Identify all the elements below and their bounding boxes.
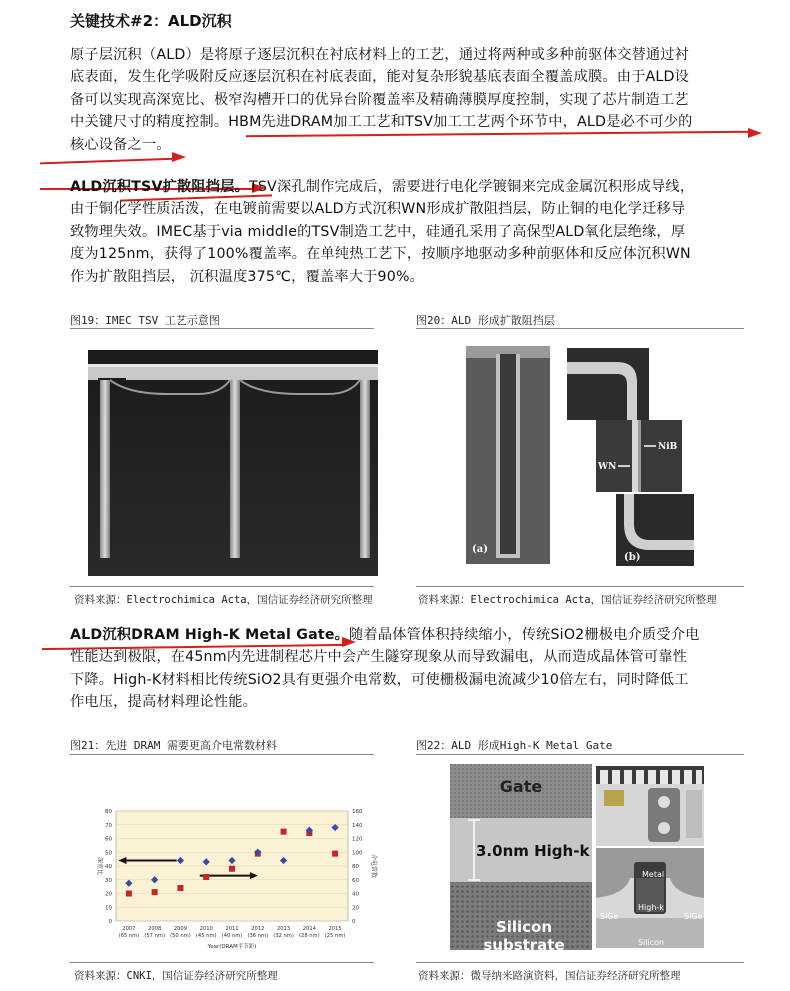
- figure-20-caption: 图20：ALD 形成扩散阻挡层: [416, 314, 555, 327]
- y2-tick-label: 0: [352, 919, 356, 925]
- caption-divider: [416, 754, 744, 755]
- paragraph-line: 致物理失效。IMEC基于via middle的TSV制造工艺中，硅通孔采用了高保型ALD氧化层绝缘，厚: [70, 223, 686, 240]
- paragraph-line: [70, 176, 760, 198]
- source-divider: [416, 962, 744, 963]
- y-tick-label: 60: [105, 836, 112, 843]
- data-point-aspect-ratio: [281, 829, 287, 835]
- paragraph-line: 核心设备之一。: [70, 136, 171, 153]
- figure-22-caption: 图22：ALD 形成High-K Metal Gate: [416, 739, 613, 752]
- red-arrowhead-icon: [172, 152, 186, 162]
- x-tick-label: 2012: [251, 926, 265, 932]
- y-tick-label: 40: [105, 864, 112, 870]
- section-title: 关键技术#2：ALD沉积: [70, 12, 232, 30]
- x-tick-sublabel: (40 nm): [221, 933, 243, 939]
- x-tick-label: 2011: [225, 926, 239, 932]
- paragraph-line: 作电压，提高材料理论性能。: [70, 694, 258, 711]
- figure-19-caption: 图19：IMEC TSV 工艺示意图: [70, 314, 220, 327]
- y2-tick-label: 100: [352, 850, 363, 857]
- y2-axis-label: 介电常数: [370, 853, 377, 879]
- figure-21-chart: [80, 805, 380, 957]
- figure-22-source: 资料来源：微导纳米路演资料，国信证券经济研究所整理: [418, 970, 681, 982]
- x-tick-sublabel: (65 nm): [118, 933, 140, 939]
- x-tick-label: 2010: [199, 926, 213, 932]
- paragraph-line: 度为125nm，获得了100%覆盖率。在单纯热工艺下，按顺序地驱动多种前驱体和反应体沉积WN: [70, 246, 691, 263]
- label-wn: WN: [598, 462, 617, 472]
- data-point-aspect-ratio: [229, 866, 235, 872]
- label-silicon: Silicon: [638, 938, 665, 947]
- figure-22-chip-image: [596, 766, 704, 846]
- y-tick-label: 80: [105, 809, 112, 815]
- paragraph-text: 随着晶体管体积持续缩小，传统SiO2栅极电介质受介电: [349, 627, 700, 643]
- x-tick-sublabel: (50 nm): [170, 933, 191, 939]
- paragraph-line: 性能达到极限，在45nm内先进制程芯片中会产生隧穿现象从而导致漏电，从而造成晶体管可靠性: [70, 649, 688, 666]
- label-a: (a): [472, 544, 488, 555]
- x-tick-label: 2013: [276, 926, 291, 932]
- source-divider: [70, 586, 374, 587]
- paragraph-text: TSV深孔制作完成后，需要进行电化学镀铜来完成金属沉积形成导线，: [248, 179, 695, 195]
- paragraph-tsv-barrier: [70, 176, 760, 288]
- label-b: (b): [624, 552, 641, 563]
- paragraph-line: 作为扩散阻挡层， 沉积温度375℃，覆盖率大于90%。: [70, 268, 425, 285]
- caption-divider: [416, 328, 744, 329]
- figure-20-sem-image-a: [466, 346, 550, 564]
- caption-divider: [70, 328, 374, 329]
- y-tick-label: 50: [105, 850, 112, 857]
- source-divider: [70, 962, 374, 963]
- label-high-k-small: High-k: [638, 903, 664, 912]
- y2-tick-label: 140: [352, 822, 363, 829]
- figure-20-sem-inset-middle: [596, 420, 682, 492]
- x-tick-sublabel: (36 nm): [247, 933, 269, 939]
- paragraph-line: 备可以实现高深宽比、极窄沟槽开口的优异台阶覆盖率及精确薄膜厚度控制，实现了芯片制造工艺: [70, 91, 689, 108]
- figure-22-hkmg-cross-section: [596, 848, 704, 948]
- x-tick-label: 2015: [328, 926, 342, 932]
- y2-tick-label: 20: [352, 905, 359, 912]
- paragraph-lead: ALD沉积DRAM High-K Metal Gate。: [70, 627, 350, 643]
- label-high-k-thickness: 3.0nm High-k: [476, 842, 590, 860]
- x-axis-label: Year(DRAM半节距): [207, 944, 257, 950]
- figure-19-source: 资料来源：Electrochimica Acta，国信证券经济研究所整理: [74, 594, 373, 606]
- figure-21-source: 资料来源：CNKI，国信证券经济研究所整理: [74, 970, 278, 982]
- figure-21-caption: 图21：先进 DRAM 需要更高介电常数材料: [70, 739, 277, 752]
- y2-tick-label: 80: [352, 864, 359, 870]
- y2-tick-label: 40: [352, 891, 359, 898]
- paragraph-line: 由于铜化学性质活泼，在电镀前需要以ALD方式沉积WN形成扩散阻挡层，防止铜的电化学迁移导: [70, 201, 686, 218]
- y2-tick-label: 160: [352, 809, 363, 815]
- x-tick-label: 2007: [122, 926, 136, 932]
- x-tick-sublabel: (28 nm): [299, 933, 320, 939]
- figure-20-sem-inset-bottom: [616, 494, 694, 566]
- label-gate: Gate: [499, 777, 543, 796]
- x-tick-sublabel: (45 nm): [195, 933, 217, 939]
- paragraph-line: 原子层沉积（ALD）是将原子逐层沉积在衬底材料上的工艺，通过将两种或多种前驱体交替通过衬: [70, 47, 690, 63]
- paragraph-line: 底表面，发生化学吸附反应逐层沉积在衬底表面，能对复杂形貌基底表面全覆盖成膜。由于ALD设: [70, 69, 690, 86]
- y-tick-label: 10: [105, 905, 112, 912]
- x-tick-label: 2014: [302, 926, 316, 932]
- label-silicon-substrate: Silicon substrate: [483, 918, 565, 954]
- x-tick-sublabel: (57 nm): [144, 933, 165, 939]
- x-tick-sublabel: (25 nm): [324, 933, 346, 939]
- paragraph-ald-intro: [70, 44, 760, 156]
- y-axis-label: 深宽比: [96, 856, 103, 876]
- data-point-aspect-ratio: [203, 874, 209, 880]
- source-divider: [416, 586, 744, 587]
- paragraph-line: 中关键尺寸的精度控制。HBM先进DRAM加工工艺和TSV加工工艺两个环节中，ALD是必不可少的: [70, 114, 693, 131]
- data-point-aspect-ratio: [332, 851, 338, 857]
- x-tick-label: 2008: [148, 926, 162, 932]
- label-nib: NiB: [658, 442, 678, 452]
- label-sige-left: SiGe: [600, 912, 619, 921]
- paragraph-line: [70, 624, 760, 646]
- figure-20-source: 资料来源：Electrochimica Acta，国信证券经济研究所整理: [418, 594, 717, 606]
- figure-19-tsv-sem-image: [88, 350, 378, 576]
- red-arrowhead-icon: [748, 128, 762, 138]
- label-metal: Metal: [642, 870, 665, 879]
- data-point-aspect-ratio: [152, 889, 158, 895]
- paragraph-high-k: [70, 624, 760, 714]
- red-annotation-line: [40, 158, 178, 165]
- paragraph-line: 下降。High-K材料相比传统SiO2具有更强介电常数，可使栅极漏电流减少10倍左右，同时降低工: [70, 671, 689, 688]
- caption-divider: [70, 754, 374, 755]
- x-tick-label: 2009: [173, 926, 188, 932]
- data-point-aspect-ratio: [177, 885, 183, 891]
- figure-20-sem-inset-top: [567, 348, 649, 420]
- y-tick-label: 30: [105, 877, 112, 884]
- label-sige-right: SiGe: [684, 912, 703, 921]
- y2-tick-label: 60: [352, 877, 359, 884]
- y-tick-label: 0: [108, 919, 112, 925]
- y-tick-label: 70: [105, 822, 112, 829]
- y2-tick-label: 120: [352, 836, 363, 843]
- data-point-aspect-ratio: [126, 891, 132, 897]
- x-tick-sublabel: (32 nm): [273, 933, 294, 939]
- y-tick-label: 20: [105, 891, 112, 898]
- paragraph-lead: ALD沉积TSV扩散阻挡层。: [70, 179, 249, 195]
